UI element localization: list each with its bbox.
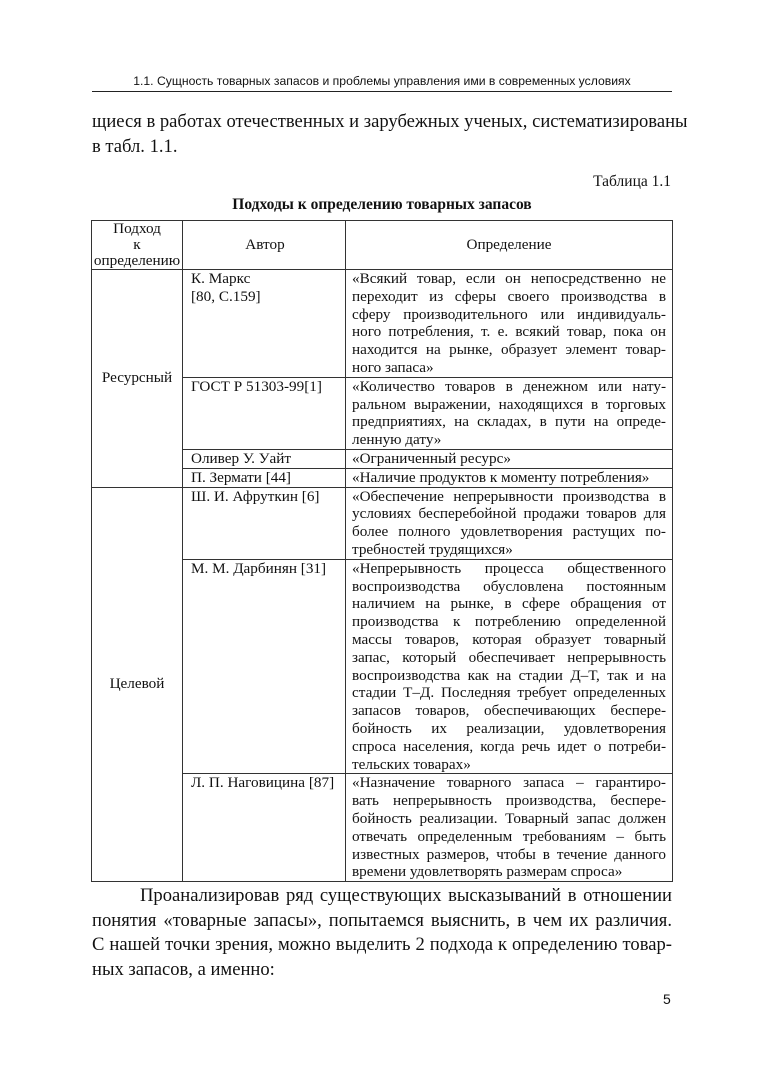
definition-cell <box>346 449 673 468</box>
paragraph-line: Проанализировав ряд существующих высказываний в отношении <box>140 885 672 906</box>
definition-line: запасов товаров, обеспечивающих беспере- <box>352 702 666 720</box>
definition-line: отвечать определенным требованиям – быть <box>352 827 666 845</box>
author-line: М. М. Дарбинян [31] <box>191 559 327 577</box>
author-cell <box>183 487 346 559</box>
paragraph-line: в табл. 1.1. <box>92 135 178 157</box>
definition-line: «Обеспечение непрерывности производства в <box>352 487 666 505</box>
definition-cell <box>346 487 673 559</box>
definition-cell <box>346 468 673 487</box>
definition-line: ного потребления, т. е. всякий товар, пока он <box>352 323 666 341</box>
header-approach <box>92 221 183 270</box>
definition-cell <box>346 559 673 774</box>
definition-line: условиях бесперебойной продажи товаров для <box>352 505 666 523</box>
header-definition: Определение <box>346 221 673 270</box>
author-line: ГОСТ Р 51303-99[1] <box>191 377 322 395</box>
intro-paragraph <box>92 110 688 159</box>
definition-line: предприятиях, на складах, в пути на опреде- <box>352 413 666 431</box>
definition-line: сферу производительного или индивидуаль- <box>352 305 666 323</box>
table-row <box>92 270 673 378</box>
approach-cell: Ресурсный <box>92 270 183 488</box>
approach-cell: Целевой <box>92 487 183 882</box>
definition-line: «Ограниченный ресурс» <box>352 449 511 467</box>
definition-line: массы товаров, которая образует товарный <box>352 630 666 648</box>
definition-line: требностей трудящихся» <box>352 540 513 558</box>
definition-line: времени удовлетворять размерам спроса» <box>352 863 623 881</box>
table-header-row <box>92 221 673 270</box>
paragraph-line: щиеся в работах отечественных и зарубежных ученых, систематизированы <box>92 111 688 132</box>
header-approach-line: к определению <box>93 236 181 269</box>
definition-line: вать непрерывность производства, беспере- <box>352 792 666 810</box>
definition-line: бойность их реализации, удовлетворения <box>352 719 666 737</box>
table-title: Подходы к определению товарных запасов <box>232 196 532 213</box>
definition-line: производства к потреблению определенной <box>352 613 666 631</box>
paragraph-line: понятия «товарные запасы», попытаемся выяснить, в чем их различия. <box>92 909 672 931</box>
definition-line: переходит из сферы своего производства в <box>352 287 666 305</box>
definition-cell <box>346 270 673 378</box>
definition-cell <box>346 774 673 882</box>
definition-line: «Количество товаров в денежном или нату- <box>352 377 666 395</box>
paragraph-line: С нашей точки зрения, можно выделить 2 подхода к определению товар- <box>92 934 672 955</box>
page-number: 5 <box>663 991 671 1007</box>
author-line: [80, С.159] <box>191 287 261 305</box>
definition-line: более полного удовлетворения растущих по- <box>352 523 666 541</box>
definition-cell <box>346 377 673 449</box>
author-cell <box>183 468 346 487</box>
author-line: К. Маркс <box>191 270 251 287</box>
definition-line: воспроизводства обусловлена постоянным <box>352 577 666 595</box>
definition-line: ного запаса» <box>352 358 434 376</box>
table-row <box>92 487 673 559</box>
author-cell <box>183 270 346 378</box>
paragraph-line: ных запасов, а именно: <box>92 958 275 980</box>
definition-line: известных размеров, чтобы в течение данного <box>352 845 666 863</box>
closing-paragraph <box>92 884 672 982</box>
definition-line: «Непрерывность процесса общественного <box>352 559 666 577</box>
author-line: Ш. И. Афруткин [6] <box>191 487 320 505</box>
running-head: 1.1. Сущность товарных запасов и проблемы управления ими в современных условиях <box>133 74 631 88</box>
header-rule <box>92 91 672 92</box>
definition-line: бойность реализации. Товарный запас должен <box>352 809 666 827</box>
definition-line: тельских товарах» <box>352 755 471 773</box>
author-cell <box>183 449 346 468</box>
definition-line: ральном выражении, находящихся в торговых <box>352 395 666 413</box>
author-line: Л. П. Наговицина [87] <box>191 774 335 792</box>
table-label: Таблица 1.1 <box>593 173 671 190</box>
definition-line: спроса населения, когда речь идет о потреби- <box>352 737 666 755</box>
header-author: Автор <box>183 221 346 270</box>
definition-line: «Наличие продуктов к моменту потребления» <box>352 468 650 486</box>
author-cell <box>183 774 346 882</box>
definition-line: запас, который обеспечивает непрерывность <box>352 648 666 666</box>
definition-line: наличием на рынке, в сфере обращения от <box>352 595 666 613</box>
definition-line: «Назначение товарного запаса – гарантиро- <box>352 774 666 792</box>
author-line: П. Зермати [44] <box>191 468 291 486</box>
definition-line: ленную дату» <box>352 431 442 449</box>
author-cell <box>183 377 346 449</box>
approaches-table <box>91 220 673 882</box>
author-line: Оливер У. Уайт <box>191 449 292 467</box>
definition-line: «Всякий товар, если он непосредственно не <box>352 270 666 287</box>
definition-line: стадии Т–Д. Последняя требует определенных <box>352 684 666 702</box>
definition-line: находится на рынке, образует элемент товар- <box>352 341 666 359</box>
header-approach-line: Подход <box>113 220 161 237</box>
definition-line: воспроизводства как на стадии Д–Т, так и на <box>352 666 666 684</box>
author-cell <box>183 559 346 774</box>
